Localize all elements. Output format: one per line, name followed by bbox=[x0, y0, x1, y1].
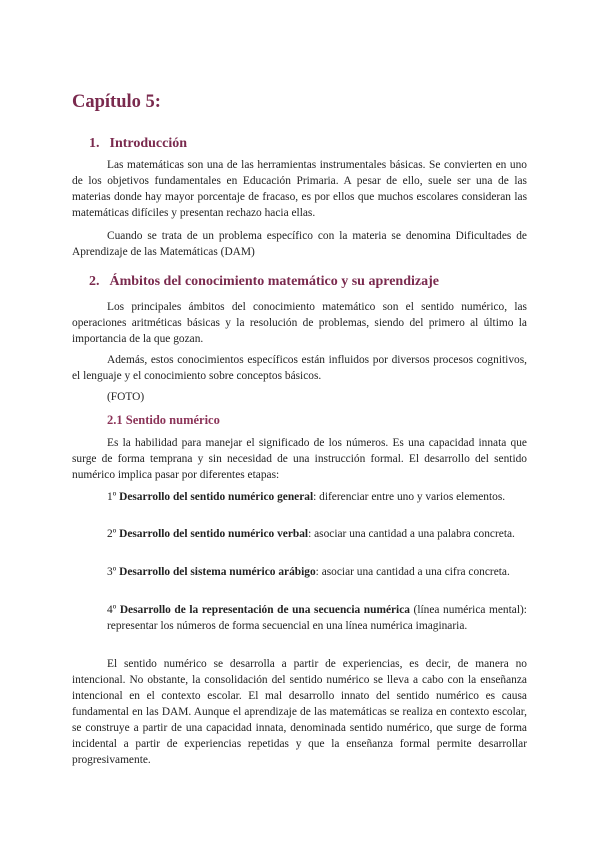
subsection-heading-sentido-numerico: 2.1 Sentido numérico bbox=[107, 413, 220, 427]
section-number: 1. bbox=[89, 136, 100, 151]
stage-item: 2º Desarrollo del sentido numérico verbal: asociar una cantidad a una palabra concreta. bbox=[107, 528, 515, 540]
stage-ordinal: 1º bbox=[107, 491, 117, 503]
chapter-title: Capítulo 5: bbox=[72, 92, 161, 112]
stage-ordinal: 2º bbox=[107, 528, 117, 540]
stage-description: diferenciar entre uno y varios elementos. bbox=[319, 491, 506, 503]
section-heading-ambitos bbox=[89, 274, 439, 290]
section-heading-introduccion bbox=[89, 136, 187, 152]
section-title: Introducción bbox=[109, 136, 188, 151]
section-number: 2. bbox=[89, 274, 100, 289]
paragraph: Las matemáticas son una de las herramientas instrumentales básicas. Se convierten en uno de los objetivos fundamentales en Educación Primaria. A pesar de ello, suele ser una de las materias donde hay mayor porcentaje de fracaso, es por ellos que muchos escolares consideran las matemáticas difíciles y presentan rechazo hacia ellas. bbox=[72, 159, 527, 219]
paragraph: Cuando se trata de un problema específico con la materia se denomina Dificultades de Aprendizaje de las Matemáticas (DAM) bbox=[72, 230, 527, 258]
photo-placeholder: (FOTO) bbox=[107, 391, 145, 403]
paragraph: Es la habilidad para manejar el significado de los números. Es una capacidad innata que surge de forma temprana y sin necesidad de una instrucción formal. El desarrollo del sentido numérico implica pasar por diferentes etapas: bbox=[72, 437, 527, 481]
stage-title: Desarrollo del sistema numérico arábigo bbox=[119, 566, 316, 578]
stage-title: Desarrollo del sentido numérico verbal bbox=[119, 528, 309, 540]
paragraph: Los principales ámbitos del conocimiento matemático son el sentido numérico, las operaciones aritméticas básicas y la resolución de problemas, siendo del primero al último la importancia de la que gozan. bbox=[72, 301, 527, 345]
stage-ordinal: 4º bbox=[107, 604, 117, 616]
stage-title: Desarrollo de la representación de una secuencia numérica bbox=[119, 604, 410, 616]
stage-item: 3º Desarrollo del sistema numérico arábigo: asociar una cantidad a una cifra concreta. bbox=[107, 566, 510, 578]
stage-description: asociar una cantidad a una palabra concreta. bbox=[314, 528, 515, 540]
stage-extra: (línea numérica mental) bbox=[413, 604, 524, 616]
stage-description: representar los números de forma secuencial en una línea numérica imaginaria. bbox=[107, 620, 468, 632]
stage-description: asociar una cantidad a una cifra concreta. bbox=[321, 566, 510, 578]
stage-item: 4º Desarrollo de la representación de una secuencia numérica (línea numérica mental): representar los números de forma secuencial en una línea numérica imaginaria. bbox=[107, 604, 527, 632]
paragraph: Además, estos conocimientos específicos están influidos por diversos procesos cognitivos, el lenguaje y el conocimiento sobre conceptos básicos. bbox=[72, 354, 527, 382]
stage-item: 1º Desarrollo del sentido numérico general: diferenciar entre uno y varios elementos. bbox=[107, 491, 506, 503]
section-title: Ámbitos del conocimiento matemático y su aprendizaje bbox=[109, 274, 439, 289]
stage-title: Desarrollo del sentido numérico general bbox=[119, 491, 314, 503]
paragraph: El sentido numérico se desarrolla a partir de experiencias, es decir, de manera no intencional. No obstante, la consolidación del sentido numérico se lleva a cabo con la enseñanza intencional en el contexto escolar. El mal desarrollo innato del sentido numérico es causa fundamental en las DAM. Aunque el aprendizaje de las matemáticas se realiza en contexto escolar, se construye a partir de una capacidad innata, denominada sentido numérico, que surge de forma incidental a partir de experiencias repetidas y que la enseñanza formal permite desarrollar progresivamente. bbox=[72, 658, 527, 766]
stage-ordinal: 3º bbox=[107, 566, 117, 578]
